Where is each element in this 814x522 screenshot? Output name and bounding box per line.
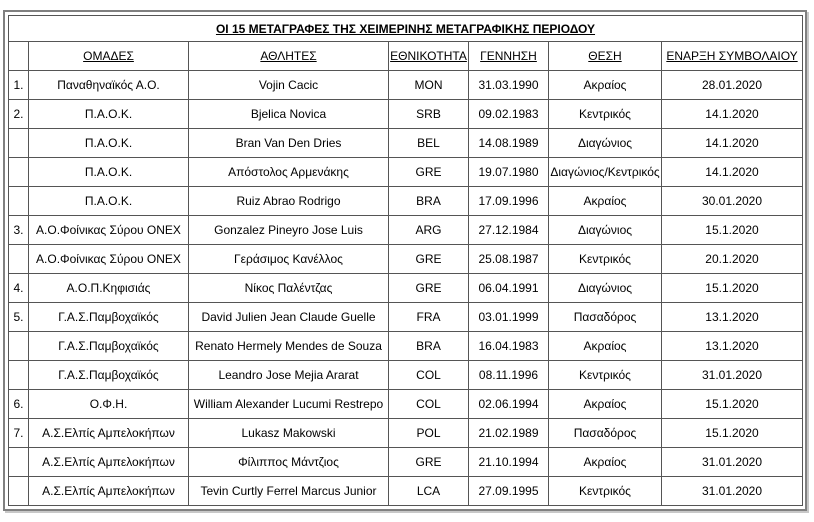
position-cell: Πασαδόρος [549, 419, 662, 448]
player-cell: Vojin Cacic [189, 71, 389, 100]
table-row [9, 100, 803, 129]
player-cell: Νίκος Παλέντζας [189, 274, 389, 303]
birth-date-cell: 14.08.1989 [469, 129, 549, 158]
nationality-cell: FRA [389, 303, 469, 332]
nationality-cell: SRB [389, 100, 469, 129]
team-cell: Γ.Α.Σ.Παμβοχαϊκός [29, 303, 189, 332]
team-cell: Γ.Α.Σ.Παμβοχαϊκός [29, 332, 189, 361]
position-cell: Ακραίος [549, 71, 662, 100]
contract-start-cell: 13.1.2020 [662, 332, 803, 361]
table-frame [3, 10, 807, 511]
row-number: 6. [9, 390, 29, 419]
row-number: 5. [9, 303, 29, 332]
table-row [9, 390, 803, 419]
contract-start-cell: 14.1.2020 [662, 100, 803, 129]
team-cell: Α.Ο.Π.Κηφισιάς [29, 274, 189, 303]
table-row [9, 245, 803, 274]
team-cell: Ο.Φ.Η. [29, 390, 189, 419]
team-cell: Παναθηναϊκός Α.Ο. [29, 71, 189, 100]
contract-start-cell: 13.1.2020 [662, 303, 803, 332]
transfers-table [8, 15, 803, 506]
position-cell: Διαγώνιος/Κεντρικός [549, 158, 662, 187]
position-cell: Κεντρικός [549, 100, 662, 129]
row-number [9, 477, 29, 506]
table-row [9, 477, 803, 506]
contract-start-cell: 31.01.2020 [662, 448, 803, 477]
nationality-cell: BEL [389, 129, 469, 158]
birth-date-cell: 06.04.1991 [469, 274, 549, 303]
contract-start-cell: 31.01.2020 [662, 477, 803, 506]
player-cell: Φίλιππος Μάντζιος [189, 448, 389, 477]
player-cell: Renato Hermely Mendes de Souza [189, 332, 389, 361]
birth-date-cell: 27.09.1995 [469, 477, 549, 506]
nationality-cell: COL [389, 390, 469, 419]
nationality-cell: POL [389, 419, 469, 448]
nationality-cell: GRE [389, 158, 469, 187]
row-number [9, 158, 29, 187]
table-body [9, 71, 803, 506]
row-number [9, 361, 29, 390]
table-row [9, 129, 803, 158]
position-cell: Πασαδόρος [549, 303, 662, 332]
birth-date-cell: 25.08.1987 [469, 245, 549, 274]
row-number [9, 448, 29, 477]
position-cell: Ακραίος [549, 390, 662, 419]
nationality-cell: GRE [389, 245, 469, 274]
position-cell: Διαγώνιος [549, 274, 662, 303]
header-index [9, 42, 29, 71]
team-cell: Α.Σ.Ελπίς Αμπελοκήπων [29, 448, 189, 477]
player-cell: Γεράσιμος Κανέλλος [189, 245, 389, 274]
nationality-cell: BRA [389, 187, 469, 216]
position-cell: Κεντρικός [549, 361, 662, 390]
birth-date-cell: 21.10.1994 [469, 448, 549, 477]
contract-start-cell: 15.1.2020 [662, 274, 803, 303]
birth-date-cell: 08.11.1996 [469, 361, 549, 390]
player-cell: Απόστολος Αρμενάκης [189, 158, 389, 187]
team-cell: Γ.Α.Σ.Παμβοχαϊκός [29, 361, 189, 390]
header-athletes: ΑΘΛΗΤΕΣ [189, 42, 389, 71]
nationality-cell: ARG [389, 216, 469, 245]
birth-date-cell: 17.09.1996 [469, 187, 549, 216]
nationality-cell: GRE [389, 448, 469, 477]
team-cell: Α.Ο.Φοίνικας Σύρου ΟΝΕΧ [29, 245, 189, 274]
contract-start-cell: 15.1.2020 [662, 390, 803, 419]
table-row [9, 71, 803, 100]
header-position: ΘΕΣΗ [549, 42, 662, 71]
player-cell: Lukasz Makowski [189, 419, 389, 448]
nationality-cell: COL [389, 361, 469, 390]
row-number: 2. [9, 100, 29, 129]
row-number: 1. [9, 71, 29, 100]
table-row [9, 216, 803, 245]
nationality-cell: MON [389, 71, 469, 100]
birth-date-cell: 03.01.1999 [469, 303, 549, 332]
row-number [9, 245, 29, 274]
team-cell: Π.Α.Ο.Κ. [29, 187, 189, 216]
table-row [9, 419, 803, 448]
table-row [9, 187, 803, 216]
row-number [9, 332, 29, 361]
table-row [9, 332, 803, 361]
position-cell: Κεντρικός [549, 477, 662, 506]
contract-start-cell: 20.1.2020 [662, 245, 803, 274]
table-row [9, 448, 803, 477]
table-row [9, 274, 803, 303]
position-cell: Ακραίος [549, 187, 662, 216]
birth-date-cell: 16.04.1983 [469, 332, 549, 361]
team-cell: Α.Σ.Ελπίς Αμπελοκήπων [29, 419, 189, 448]
row-number [9, 129, 29, 158]
birth-date-cell: 27.12.1984 [469, 216, 549, 245]
team-cell: Π.Α.Ο.Κ. [29, 129, 189, 158]
table-row [9, 303, 803, 332]
header-row [9, 42, 803, 71]
nationality-cell: BRA [389, 332, 469, 361]
header-nationality: ΕΘΝΙΚΟΤΗΤΑ [389, 42, 469, 71]
position-cell: Ακραίος [549, 332, 662, 361]
player-cell: William Alexander Lucumi Restrepo [189, 390, 389, 419]
position-cell: Διαγώνιος [549, 216, 662, 245]
contract-start-cell: 15.1.2020 [662, 216, 803, 245]
row-number [9, 187, 29, 216]
birth-date-cell: 09.02.1983 [469, 100, 549, 129]
birth-date-cell: 19.07.1980 [469, 158, 549, 187]
table-row [9, 158, 803, 187]
row-number: 3. [9, 216, 29, 245]
row-number: 4. [9, 274, 29, 303]
header-teams: ΟΜΑΔΕΣ [29, 42, 189, 71]
birth-date-cell: 02.06.1994 [469, 390, 549, 419]
position-cell: Διαγώνιος [549, 129, 662, 158]
nationality-cell: GRE [389, 274, 469, 303]
header-contract-start: ΕΝΑΡΞΗ ΣΥΜΒΟΛΑΙΟΥ [662, 42, 803, 71]
player-cell: Gonzalez Pineyro Jose Luis [189, 216, 389, 245]
contract-start-cell: 31.01.2020 [662, 361, 803, 390]
table-row [9, 361, 803, 390]
player-cell: David Julien Jean Claude Guelle [189, 303, 389, 332]
nationality-cell: LCA [389, 477, 469, 506]
team-cell: Π.Α.Ο.Κ. [29, 100, 189, 129]
contract-start-cell: 15.1.2020 [662, 419, 803, 448]
player-cell: Tevin Curtly Ferrel Marcus Junior [189, 477, 389, 506]
position-cell: Ακραίος [549, 448, 662, 477]
player-cell: Leandro Jose Mejia Ararat [189, 361, 389, 390]
row-number: 7. [9, 419, 29, 448]
header-birth: ΓΕΝΝΗΣΗ [469, 42, 549, 71]
player-cell: Bjelica Novica [189, 100, 389, 129]
position-cell: Κεντρικός [549, 245, 662, 274]
player-cell: Bran Van Den Dries [189, 129, 389, 158]
team-cell: Α.Σ.Ελπίς Αμπελοκήπων [29, 477, 189, 506]
birth-date-cell: 21.02.1989 [469, 419, 549, 448]
contract-start-cell: 14.1.2020 [662, 129, 803, 158]
birth-date-cell: 31.03.1990 [469, 71, 549, 100]
contract-start-cell: 28.01.2020 [662, 71, 803, 100]
team-cell: Α.Ο.Φοίνικας Σύρου ΟΝΕΧ [29, 216, 189, 245]
contract-start-cell: 30.01.2020 [662, 187, 803, 216]
contract-start-cell: 14.1.2020 [662, 158, 803, 187]
team-cell: Π.Α.Ο.Κ. [29, 158, 189, 187]
player-cell: Ruiz Abrao Rodrigo [189, 187, 389, 216]
table-title: ΟΙ 15 ΜΕΤΑΓΡΑΦΕΣ ΤΗΣ ΧΕΙΜΕΡΙΝΗΣ ΜΕΤΑΓΡΑΦΙΚΗΣ ΠΕΡΙΟΔΟΥ [9, 16, 803, 42]
